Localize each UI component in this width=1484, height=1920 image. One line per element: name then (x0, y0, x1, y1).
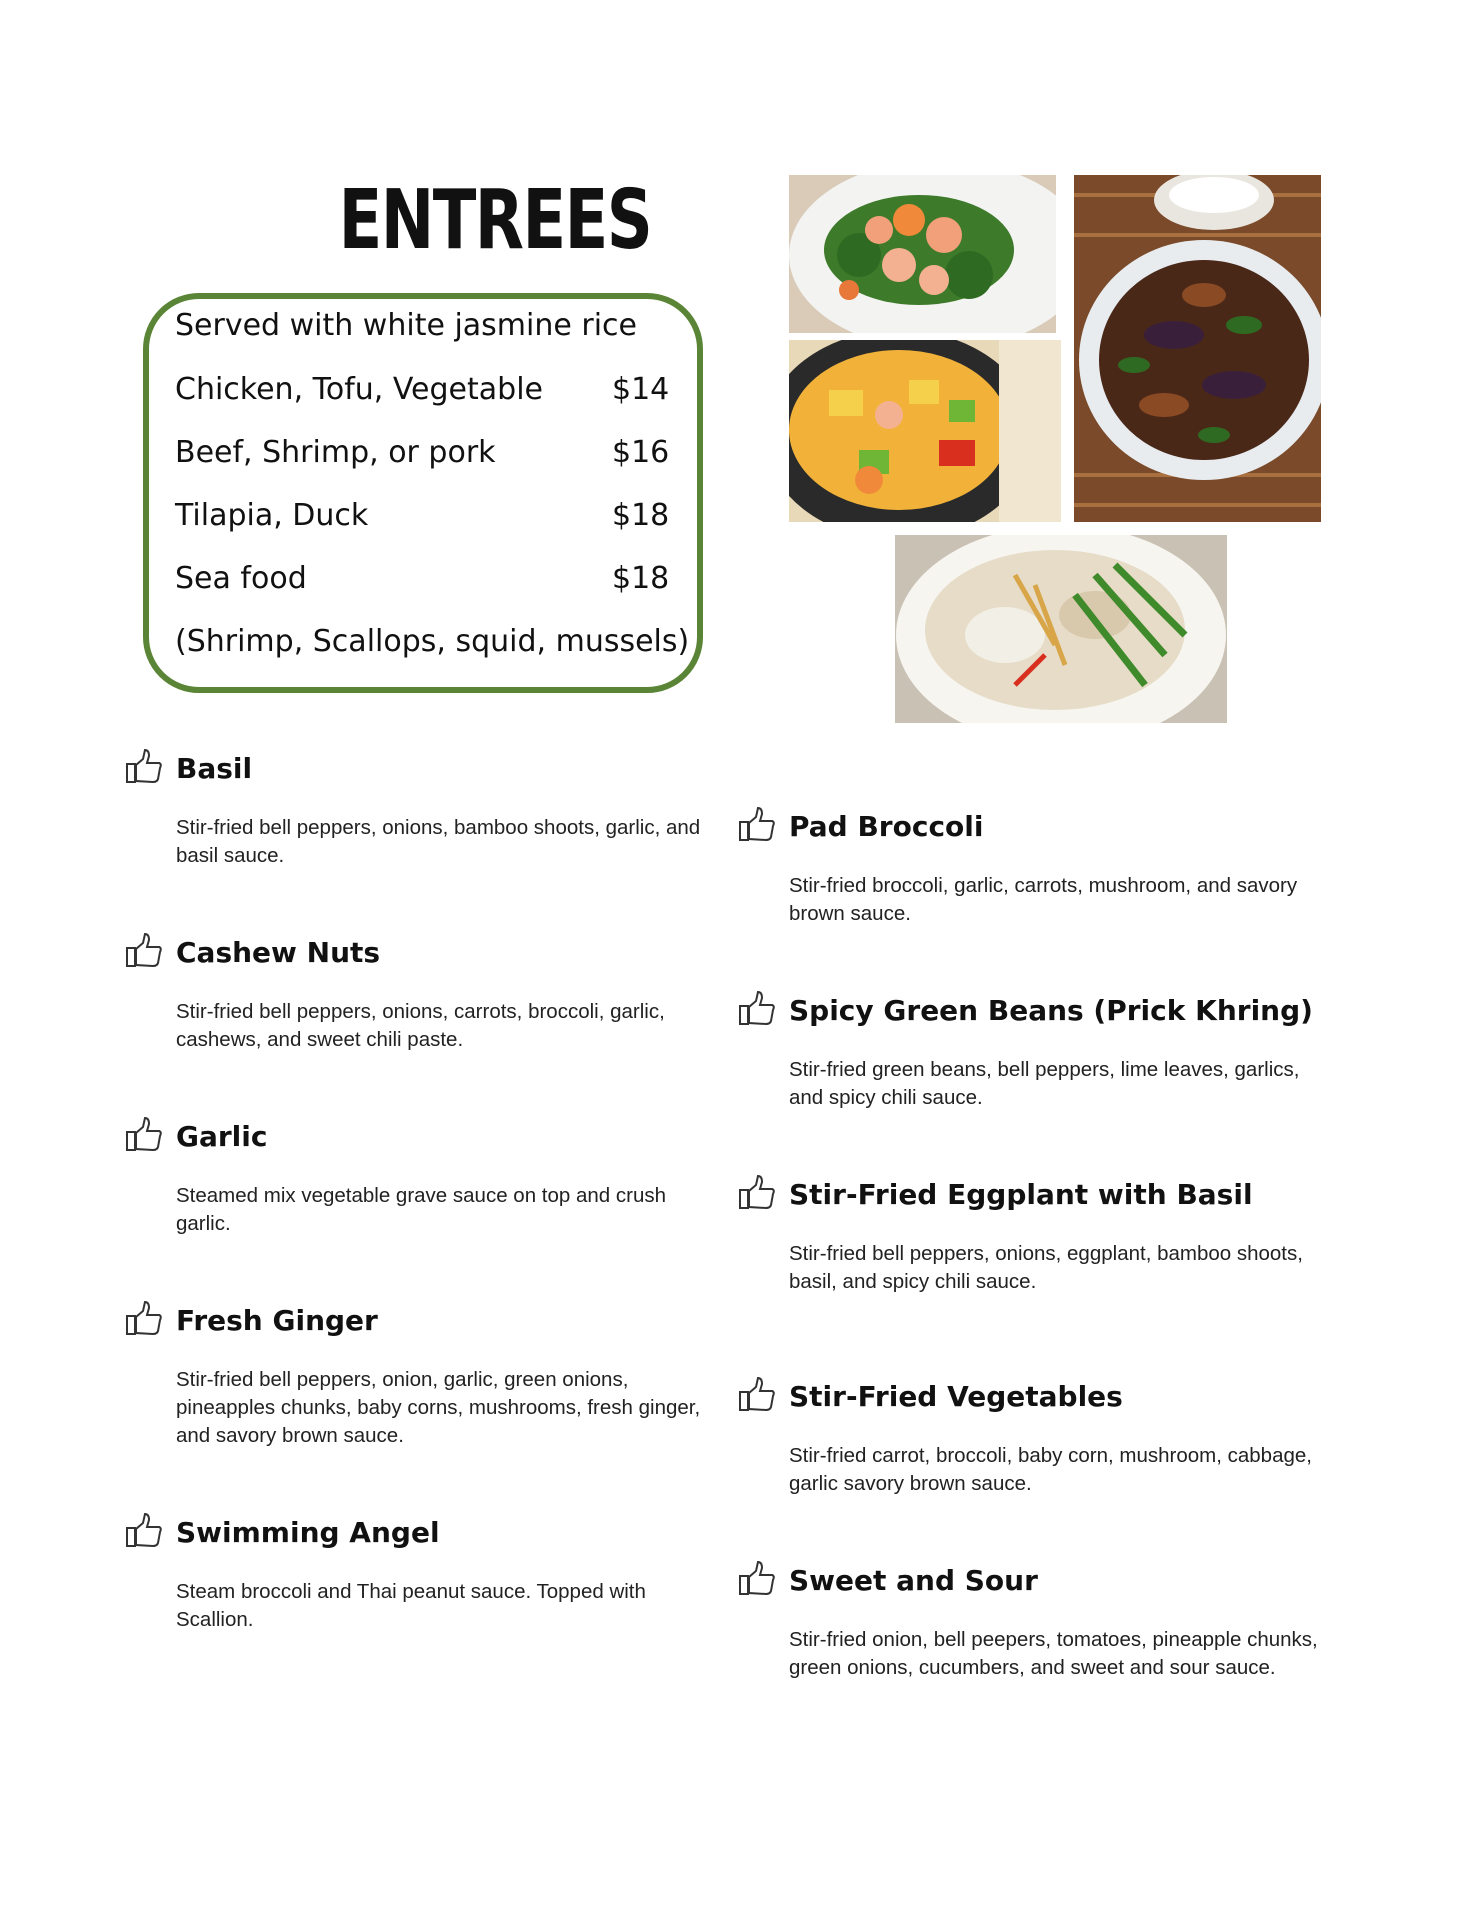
menu-item-name: Stir-Fried Eggplant with Basil (789, 1178, 1253, 1211)
price-row-label: Beef, Shrimp, or pork (175, 435, 496, 470)
menu-item-description: Steamed mix vegetable grave sauce on top and crush garlic. (176, 1184, 667, 1235)
menu-item-description: Stir-fried green beans, bell peppers, lime leaves, garlics, and spicy chili sauce. (789, 1058, 1300, 1109)
menu-item-description: Stir-fried bell peppers, onion, garlic, green onions, pineapples chunks, baby corns, mushrooms, fresh ginger, and savory brown sauce. (176, 1368, 701, 1447)
menu-item-description: Stir-fried bell peppers, onions, eggplant, bamboo shoots, basil, and spicy chili sauce. (789, 1242, 1303, 1293)
menu-item-name: Basil (176, 752, 253, 785)
price-row-label: Chicken, Tofu, Vegetable (175, 372, 543, 407)
thumbs-up-icon (738, 1376, 776, 1414)
menu-item-name: Garlic (176, 1120, 268, 1153)
price-row-price: $16 (612, 435, 670, 470)
menu-item-description: Stir-fried onion, bell peepers, tomatoes, pineapple chunks, green onions, cucumbers, and sweet and sour sauce. (789, 1628, 1318, 1679)
eggplant-basil-photo (1074, 175, 1321, 522)
seafood-note: (Shrimp, Scallops, squid, mussels) (175, 624, 690, 659)
fresh-ginger-photo (895, 535, 1227, 723)
sweet-and-sour-photo (789, 340, 1061, 522)
menu-item-description: Steam broccoli and Thai peanut sauce. Topped with Scallion. (176, 1580, 646, 1631)
shrimp-broccoli-photo (789, 175, 1056, 333)
menu-item-name: Stir-Fried Vegetables (789, 1380, 1123, 1413)
thumbs-up-icon (738, 806, 776, 844)
menu-item-description: Stir-fried broccoli, garlic, carrots, mushroom, and savory brown sauce. (789, 874, 1298, 925)
menu-item-name: Fresh Ginger (176, 1304, 378, 1337)
price-row-price: $18 (612, 561, 670, 596)
menu-item-description: Stir-fried carrot, broccoli, baby corn, mushroom, cabbage, garlic savory brown sauce. (789, 1444, 1312, 1495)
thumbs-up-icon (125, 748, 163, 786)
thumbs-up-icon (125, 1300, 163, 1338)
menu-item-name: Cashew Nuts (176, 936, 381, 969)
menu-item-name: Swimming Angel (176, 1516, 440, 1549)
menu-item-name: Spicy Green Beans (Prick Khring) (789, 994, 1313, 1027)
menu-item-name: Sweet and Sour (789, 1564, 1038, 1597)
price-row-price: $14 (612, 372, 670, 407)
menu-item-name: Pad Broccoli (789, 810, 984, 843)
thumbs-up-icon (125, 932, 163, 970)
thumbs-up-icon (125, 1116, 163, 1154)
price-row-price: $18 (612, 498, 670, 533)
menu-item-description: Stir-fried bell peppers, onions, bamboo shoots, garlic, and basil sauce. (176, 816, 701, 867)
thumbs-up-icon (738, 990, 776, 1028)
thumbs-up-icon (738, 1560, 776, 1598)
thumbs-up-icon (125, 1512, 163, 1550)
rice-note: Served with white jasmine rice (175, 308, 637, 343)
price-row-label: Sea food (175, 561, 307, 596)
page-title: ENTREES (338, 173, 652, 268)
menu-item-description: Stir-fried bell peppers, onions, carrots, broccoli, garlic, cashews, and sweet chili paste. (176, 1000, 665, 1051)
price-row-label: Tilapia, Duck (175, 498, 369, 533)
thumbs-up-icon (738, 1174, 776, 1212)
